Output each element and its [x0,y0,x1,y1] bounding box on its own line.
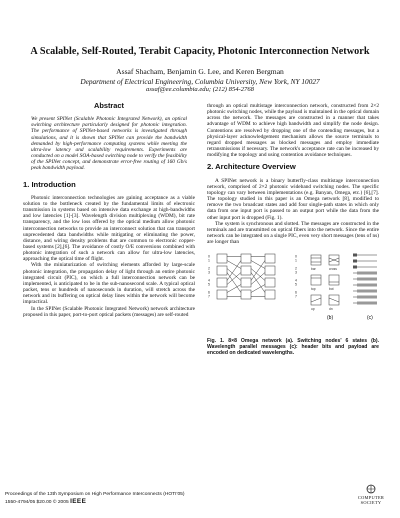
state-path [329,298,339,302]
intro-paragraph-2: With the miniaturization of switching elements afforded by large-scale photonic integration, the propagation delay of light through an entire photonic integrated circuit (PIC), on which a full interconnection network can be implemented, is anticipated to be in the sub-nanosecond scale. A typical optical packet, tens or hundreds of nanoseconds in duration, will stretch across the network and its buffering on optical delay lines within the network will become impractical. [23,262,195,306]
paper-title: A Scalable, Self-Routed, Terabit Capacity, Photonic Interconnection Network [30,46,370,57]
interconnect-link [227,285,241,293]
omega-network-diagram [207,251,379,335]
abstract-text: We present SPINet (Scalable Photonic Integrated Network), an optical switching architecture particularly designed for photonic integration. The performance of SPINet-based networks is investigated through simulations, and it is shown that SPINet can provide the bandwidth demanded by high-performance computing systems while meeting the ultra-low latency and scalability requirements. Experiments are conducted on a model SOA-based switching node to verify the feasibility of the SPINet concept, and demonstrate error-free routing of 160 Gb/s peak bandwidth payload. [31,116,187,172]
computer-society-emblem-icon [364,484,378,494]
port-label-in: 0 [208,254,210,259]
switch-node [265,266,275,275]
interconnect-link [251,285,265,293]
port-label-out: 0 [295,254,297,259]
right-column [207,103,379,356]
header-bit [353,254,357,257]
arch-paragraph-1: A SPINet network is a binary butterfly-class multistage interconnection network, comprised of 2×2 photonic wideband switching nodes. The specific topology can vary between implementations (e.g. Banyan, Omega, etc.) [6],[7]. The topology studied in this paper is an Omega network [8], modified to remove the two broadcast states and add four single-path states in which only data from one input port is passed to an output port while the data from the other input port is dropped (Fig. 1). [207,177,379,221]
paper-authors: Assaf Shacham, Benjamin G. Lee, and Keren Bergman [116,67,284,76]
paper-affiliation: Department of Electrical Engineering, Columbia University, New York, NY 10027 [80,77,320,86]
left-column [23,103,195,318]
footer-proceedings: Proceedings of the 13th Symposium on High Performance Interconnects (HOTI'05) [5,492,185,497]
abstract-heading: Abstract [94,101,124,110]
switch-node [217,254,227,263]
payload-segment [357,296,377,299]
state-node [329,275,339,285]
port-label-in: 5 [208,282,210,287]
state-label: bot [329,287,334,292]
state-label: dn [329,307,333,312]
header-bit [353,266,357,269]
ieee-logo: IEEE [70,498,87,505]
state-node [311,275,321,285]
interconnect-link [251,261,265,269]
switch-node [265,254,275,263]
label-c: (c) [367,315,373,322]
switch-node [217,266,227,275]
header-bit [353,260,357,263]
footer [5,491,185,506]
intro-paragraph-3: In the SPINet (Scalable Photonic Integrated Network) network architecture proposed in this paper, port-to-port optical packets (messages) are self-routed [23,305,195,318]
switch-node [241,290,251,299]
arch-paragraph-2: The system is synchronous and slotted. The messages are constructed in the terminals and are transmitted on optical fibers into the network. Since the entire network can be integrated on a single PIC, even very short messages (tens of ns) are longer than [207,220,379,246]
port-label-out: 1 [295,258,297,263]
state-node [311,255,321,265]
port-label-out: 3 [295,270,297,275]
label-b: (b) [327,315,334,322]
figure-1 [207,251,379,335]
switch-node [217,278,227,287]
state-label: top [311,287,316,292]
port-label-out: 4 [295,278,297,283]
port-label-out: 7 [295,294,297,299]
logo-line1: COMPUTER [357,495,385,500]
intro-paragraph-1: Photonic interconnection technologies are gaining acceptance as a viable solution to the bottleneck created by the fundamental limits of electronic transmission in systems based on intensive data exchange at high-bandwidths and low latencies [1]-[3]. Wavelength division multiplexing (WDM), bit rate transparency, and the low loss offered by the optical medium allow photonic interconnection networks to provide an interconnect solution that can transport unprecedented data bandwidths while mitigating or eliminating the power, distance, and wiring density problems that are common to electronic copper-based systems [2],[6]. The avoidance of costly O/E conversions combined with photonic integration of such a network can allow for ultra-low latencies, approaching the optical time of flight. [23,194,195,263]
switch-node [241,266,251,275]
payload-segment [357,272,377,275]
port-label-out: 2 [295,266,297,271]
port-label-in: 6 [208,290,210,295]
port-label-in: 1 [208,258,210,263]
paper-email: assaf@ee.columbia.edu; (212) 854-2768 [146,86,254,93]
port-label-out: 5 [295,282,297,287]
payload-segment [357,302,377,305]
switch-node [217,290,227,299]
logo-line2: SOCIETY [360,500,382,505]
switch-node [241,254,251,263]
port-label-out: 6 [295,290,297,295]
state-label: up [311,307,315,312]
computer-society-logo [352,484,390,505]
footer-issn: 1550-4794/05 $20.00 © 2005 [5,500,69,505]
state-label: cross [329,267,337,272]
port-label-in: 2 [208,266,210,271]
switch-node [265,278,275,287]
payload-segment [357,278,377,281]
switch-node [241,278,251,287]
payload-segment [357,290,377,293]
payload-segment [357,284,377,287]
switch-node [265,290,275,299]
state-path [311,298,321,302]
architecture-heading: 2. Architecture Overview [207,162,296,172]
port-label-in: 3 [208,270,210,275]
wavelength-message [353,254,377,305]
interconnect-link [227,261,241,269]
state-label: bar [311,267,316,272]
switch-states [311,255,339,311]
omega-network [208,254,297,299]
port-label-in: 7 [208,294,210,299]
intro-heading: 1. Introduction [23,179,76,189]
right-continuation: through an optical multistage interconnection network, constructed from 2×2 photonic switching nodes, while the payload is maintained in the optical domain across the network. The messages are constructed in a manner that takes advantage of WDM to achieve high bandwidth and simplify the node design. Contentions are resolved by dropping one of the contending messages, but a physical-layer acknowledgement mechanism allows the source terminals to regard dropped messages as blocked messages and employ immediate retransmissions if necessary. The network's acceptance rate can be increased by modifying the topology and using contention avoidance techniques. [207,103,379,159]
port-label-in: 4 [208,278,210,283]
figure-caption: Fig. 1. 8×8 Omega network (a). Switching nodes' 6 states (b). Wavelength parallel messages (c): header bits and payload are encoded on dedicated wavelengths. [207,338,379,357]
